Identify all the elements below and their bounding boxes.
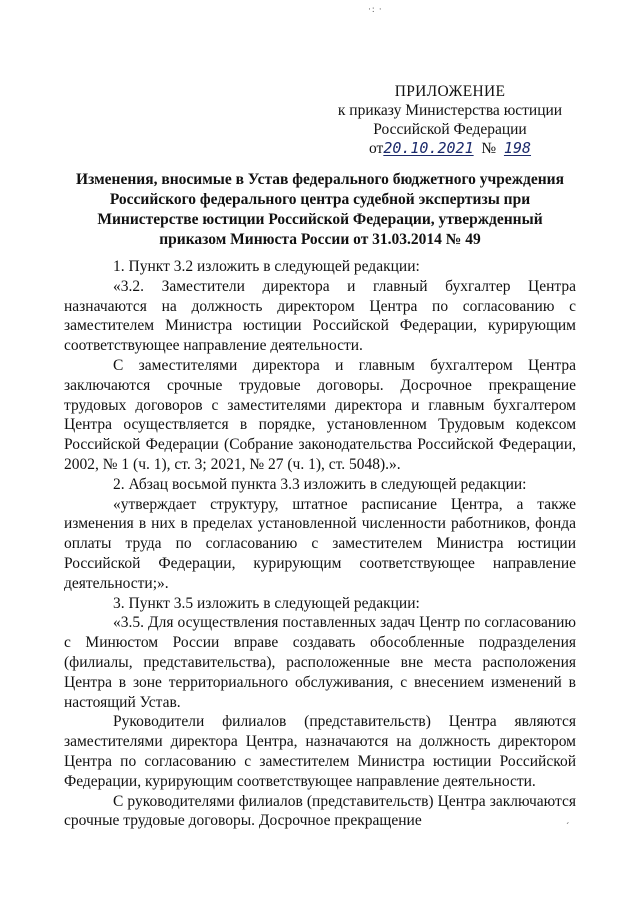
corner-mark: ´ [566, 822, 570, 833]
document-body [64, 257, 576, 831]
date-prefix: от [368, 140, 384, 157]
paragraph-8: Руководители филиалов (представительств) Центра являются заместителями директора Центра, назначаются на должность директором Центра по согласованию с заместителем Министра юстиции Российской Федерации, курирующим соответствующее направление деятельности. [64, 713, 576, 790]
scan-mark: ·: · [368, 4, 383, 14]
document-title: Изменения, вносимые в Устав федерального бюджетного учреждения Российского федерального центра судебной экспертизы при Министерстве юстиции Российской Федерации, утвержденный приказом Минюста России от 31.03.2014 № 49 [76, 171, 564, 248]
appendix-line-2: Российской Федерации [373, 121, 527, 138]
handwritten-number: 198 [503, 139, 532, 157]
order-date-number [330, 139, 570, 158]
paragraph-3: С заместителями директора и главным бухгалтером Центра заключаются срочные трудовые договоры. Досрочное прекращение трудовых договоров с заместителями директора и главным бухгалтером Центра осуществляется в порядке, установленном Трудовым кодексом Российской Федерации (Собрание законодательства Российской Федерации, 2002, № 1 (ч. 1), ст. 3; 2021, № 27 (ч. 1), ст. 5048).». [64, 356, 576, 473]
handwritten-date: 20.10.2021 [383, 139, 474, 157]
paragraph-7: «3.5. Для осуществления поставленных задач Центр по согласованию с Минюстом России вправе создавать обособленные подразделения (филиалы, представительства), расположенные вне места расположения Центра в зоне территориального обслуживания, с внесением изменений в настоящий Устав. [64, 614, 576, 711]
paragraph-2: «3.2. Заместители директора и главный бухгалтер Центра назначаются на должность директором Центра по согласованию с заместителем Министра юстиции Российской Федерации, курирующим соответствующее направление деятельности. [64, 277, 576, 355]
paragraph-6: 3. Пункт 3.5 изложить в следующей редакции: [113, 594, 420, 612]
appendix-title: ПРИЛОЖЕНИЕ [394, 83, 506, 100]
appendix-line-1: к приказу Министерства юстиции [337, 102, 563, 119]
appendix-block [330, 82, 570, 158]
paragraph-4: 2. Абзац восьмой пункта 3.3 изложить в следующей редакции: [113, 475, 527, 493]
paragraph-5: «утверждает структуру, штатное расписание Центра, а также изменения в них в пределах установленной численности работников, фонда оплаты труда по согласованию с заместителем Министра юстиции Российской Федерации, курирующим соответствующее направление деятельности;». [64, 495, 576, 592]
paragraph-1: 1. Пункт 3.2 изложить в следующей редакции: [113, 258, 420, 275]
paragraph-9: С руководителями филиалов (представительств) Центра заключаются срочные трудовые договоры. Досрочное прекращение [64, 792, 576, 830]
number-label: № [481, 140, 497, 157]
